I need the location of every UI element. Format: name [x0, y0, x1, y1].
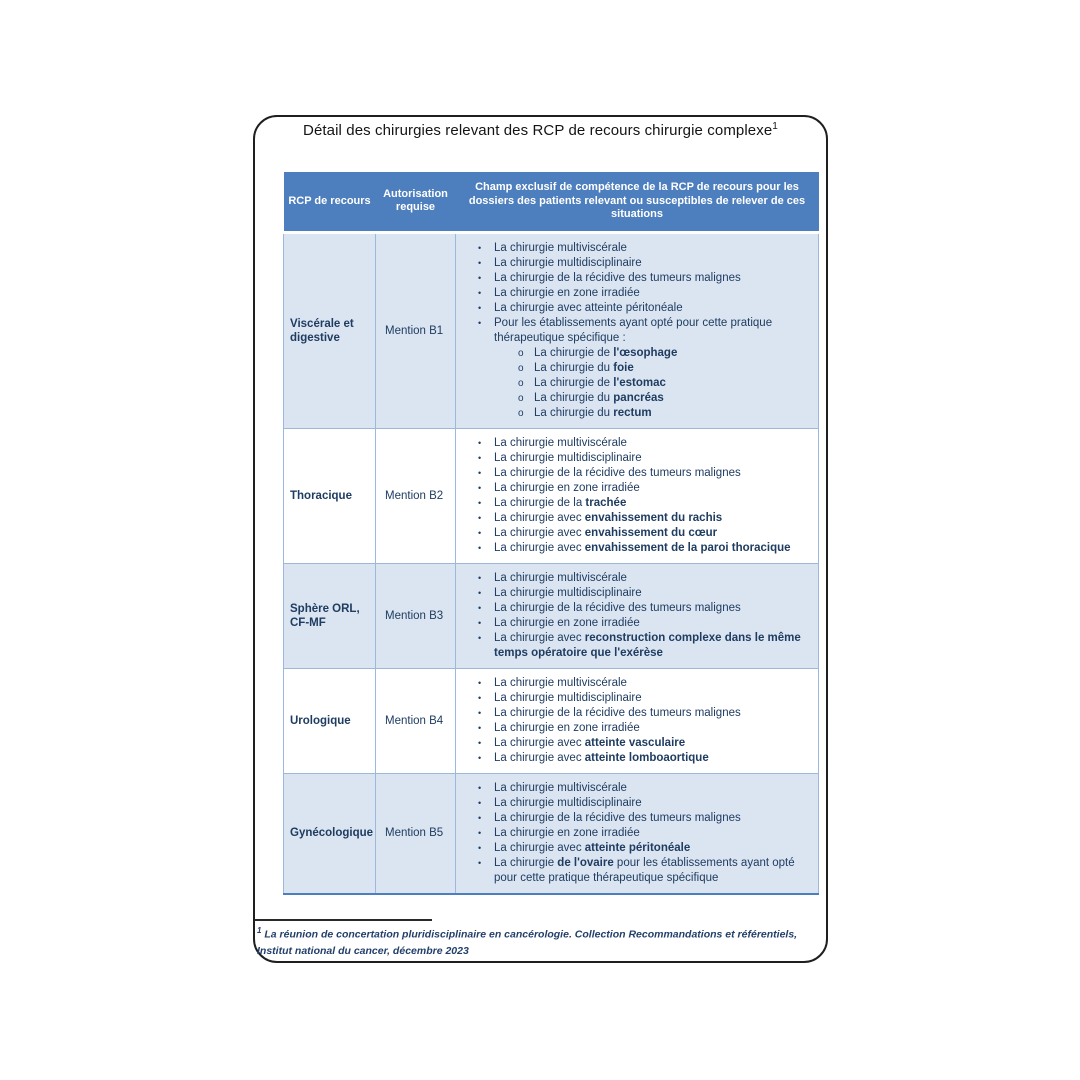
- column-header-champ: Champ exclusif de compétence de la RCP de recours pour les dossiers des patients relevant ou susceptibles de relever de ces situations: [456, 172, 819, 232]
- column-header-rcp: RCP de recours: [284, 172, 376, 232]
- bullet-item: [458, 781, 816, 796]
- circle-bullet-icon: o: [518, 392, 524, 404]
- bullet-text: La chirurgie multiviscérale: [494, 241, 627, 254]
- bullet-icon: •: [478, 257, 482, 268]
- bullet-item: [458, 466, 816, 481]
- bullet-text: La chirurgie multidisciplinaire: [494, 586, 642, 599]
- bullet-text: La chirurgie multidisciplinaire: [494, 796, 642, 809]
- bullet-text: La chirurgie multidisciplinaire: [494, 256, 642, 269]
- bullet-item: [458, 601, 816, 616]
- bullet-item: [458, 856, 816, 886]
- bullet-item: [458, 706, 816, 721]
- bullet-item: [458, 436, 816, 451]
- scope-cell: [456, 773, 819, 894]
- bullet-icon: •: [478, 482, 482, 493]
- bullet-icon: •: [478, 617, 482, 628]
- bullet-text: La chirurgie multiviscérale: [494, 436, 627, 449]
- bullet-text: La chirurgie de la récidive des tumeurs malignes: [494, 271, 741, 284]
- table-header: [284, 172, 819, 232]
- circle-bullet-icon: o: [518, 407, 524, 419]
- bullet-item: [458, 751, 816, 766]
- table-row: [284, 563, 819, 668]
- bullet-icon: •: [478, 692, 482, 703]
- bullet-icon: •: [478, 782, 482, 793]
- circle-bullet-icon: o: [518, 362, 524, 374]
- document-title-text: Détail des chirurgies relevant des RCP de recours chirurgie complexe: [303, 122, 773, 139]
- scope-cell: [456, 428, 819, 563]
- bullet-text: La chirurgie avec reconstruction complexe dans le même temps opératoire que l'exérèse: [494, 631, 801, 659]
- sub-bullet-item: [458, 391, 816, 406]
- bullet-item: [458, 736, 816, 751]
- scope-cell: [456, 232, 819, 428]
- bullet-text: La chirurgie avec atteinte péritonéale: [494, 841, 691, 854]
- bullet-item: [458, 451, 816, 466]
- bullet-text: La chirurgie avec atteinte lomboaortique: [494, 751, 709, 764]
- bullet-text: La chirurgie de l'ovaire pour les établissements ayant opté pour cette pratique thérapeutique spécifique: [494, 856, 795, 884]
- bullet-icon: •: [478, 737, 482, 748]
- mention-cell: Mention B3: [376, 563, 456, 668]
- bullet-icon: •: [478, 527, 482, 538]
- sub-bullet-text: La chirurgie du pancréas: [534, 391, 664, 404]
- bullet-text: La chirurgie en zone irradiée: [494, 826, 640, 839]
- bullet-item: [458, 511, 816, 526]
- bullet-item: [458, 256, 816, 271]
- rcp-table: [283, 172, 819, 895]
- bullet-text: La chirurgie avec atteinte péritonéale: [494, 301, 683, 314]
- circle-bullet-icon: o: [518, 347, 524, 359]
- bullet-item: [458, 691, 816, 706]
- bullet-text: La chirurgie avec envahissement de la paroi thoracique: [494, 541, 791, 554]
- specialty-cell: Gynécologique: [284, 773, 376, 894]
- circle-bullet-icon: o: [518, 377, 524, 389]
- bullet-icon: •: [478, 827, 482, 838]
- sub-bullet-item: [458, 346, 816, 361]
- bullet-item: [458, 676, 816, 691]
- bullet-text: La chirurgie multiviscérale: [494, 571, 627, 584]
- bullet-text: La chirurgie de la récidive des tumeurs malignes: [494, 466, 741, 479]
- mention-cell: Mention B5: [376, 773, 456, 894]
- bullet-item: [458, 841, 816, 856]
- bullet-icon: •: [478, 302, 482, 313]
- scope-cell: [456, 668, 819, 773]
- bullet-icon: •: [478, 437, 482, 448]
- bullet-item: [458, 571, 816, 586]
- table-body: [284, 232, 819, 894]
- bullet-icon: •: [478, 587, 482, 598]
- bullet-item: [458, 286, 816, 301]
- bullet-icon: •: [478, 707, 482, 718]
- bullet-icon: •: [478, 572, 482, 583]
- bullet-text: Pour les établissements ayant opté pour cette pratique thérapeutique spécifique :: [494, 316, 773, 344]
- scope-cell: [456, 563, 819, 668]
- bullet-item: [458, 616, 816, 631]
- sub-bullet-text: La chirurgie de l'œsophage: [534, 346, 678, 359]
- bullet-icon: •: [478, 857, 482, 868]
- sub-bullet-item: [458, 361, 816, 376]
- bullet-icon: •: [478, 602, 482, 613]
- bullet-text: La chirurgie en zone irradiée: [494, 286, 640, 299]
- bullet-item: [458, 586, 816, 601]
- bullet-icon: •: [478, 467, 482, 478]
- bullet-item: [458, 316, 816, 346]
- specialty-cell: Sphère ORL, CF-MF: [284, 563, 376, 668]
- sub-bullet-text: La chirurgie du rectum: [534, 406, 652, 419]
- mention-cell: Mention B4: [376, 668, 456, 773]
- sub-bullet-item: [458, 406, 816, 421]
- header-row: [284, 172, 819, 232]
- bullet-icon: •: [478, 497, 482, 508]
- bullet-item: [458, 241, 816, 256]
- bullet-icon: •: [478, 287, 482, 298]
- bullet-text: La chirurgie multiviscérale: [494, 781, 627, 794]
- bullet-item: [458, 721, 816, 736]
- bullet-text: La chirurgie avec atteinte vasculaire: [494, 736, 686, 749]
- bullet-text: La chirurgie avec envahissement du rachis: [494, 511, 723, 524]
- bullet-item: [458, 541, 816, 556]
- bullet-icon: •: [478, 797, 482, 808]
- bullet-icon: •: [478, 842, 482, 853]
- bullet-text: La chirurgie de la récidive des tumeurs malignes: [494, 601, 741, 614]
- table-row: [284, 428, 819, 563]
- specialty-cell: Urologique: [284, 668, 376, 773]
- bullet-item: [458, 496, 816, 511]
- bullet-item: [458, 271, 816, 286]
- bullet-text: La chirurgie multidisciplinaire: [494, 691, 642, 704]
- bullet-text: La chirurgie de la récidive des tumeurs malignes: [494, 706, 741, 719]
- bullet-icon: •: [478, 452, 482, 463]
- bullet-icon: •: [478, 242, 482, 253]
- sub-bullet-item: [458, 376, 816, 391]
- bullet-text: La chirurgie en zone irradiée: [494, 721, 640, 734]
- table-row: [284, 668, 819, 773]
- bullet-text: La chirurgie multidisciplinaire: [494, 451, 642, 464]
- bullet-text: La chirurgie multiviscérale: [494, 676, 627, 689]
- bullet-text: La chirurgie en zone irradiée: [494, 616, 640, 629]
- bullet-item: [458, 796, 816, 811]
- footnote-marker: 1: [257, 926, 262, 935]
- bullet-icon: •: [478, 812, 482, 823]
- bullet-item: [458, 631, 816, 661]
- bullet-icon: •: [478, 542, 482, 553]
- bullet-item: [458, 526, 816, 541]
- footnote-reference: 1: [772, 121, 778, 132]
- specialty-cell: Viscérale et digestive: [284, 232, 376, 428]
- bullet-item: [458, 301, 816, 316]
- sub-bullet-text: La chirurgie de l'estomac: [534, 376, 666, 389]
- bullet-item: [458, 826, 816, 841]
- bullet-icon: •: [478, 752, 482, 763]
- footnote-text: La réunion de concertation pluridisciplinaire en cancérologie. Collection Recommandations et référentiels, Institut national du cancer, décembre 2023: [257, 928, 798, 958]
- bullet-text: La chirurgie de la récidive des tumeurs malignes: [494, 811, 741, 824]
- bullet-text: La chirurgie avec envahissement du cœur: [494, 526, 718, 539]
- bullet-icon: •: [478, 317, 482, 328]
- bullet-text: La chirurgie de la trachée: [494, 496, 627, 509]
- bullet-item: [458, 481, 816, 496]
- bullet-icon: •: [478, 722, 482, 733]
- bullet-icon: •: [478, 272, 482, 283]
- bullet-item: [458, 811, 816, 826]
- bullet-icon: •: [478, 677, 482, 688]
- table-row: [284, 773, 819, 894]
- bullet-text: La chirurgie en zone irradiée: [494, 481, 640, 494]
- specialty-cell: Thoracique: [284, 428, 376, 563]
- document-title: [253, 121, 828, 139]
- bullet-icon: •: [478, 632, 482, 643]
- footnote: [257, 925, 823, 960]
- mention-cell: Mention B2: [376, 428, 456, 563]
- table-row: [284, 232, 819, 428]
- sub-bullet-text: La chirurgie du foie: [534, 361, 634, 374]
- column-header-autorisation: Autorisation requise: [376, 172, 456, 232]
- bullet-icon: •: [478, 512, 482, 523]
- mention-cell: Mention B1: [376, 232, 456, 428]
- footnote-separator: [255, 919, 432, 921]
